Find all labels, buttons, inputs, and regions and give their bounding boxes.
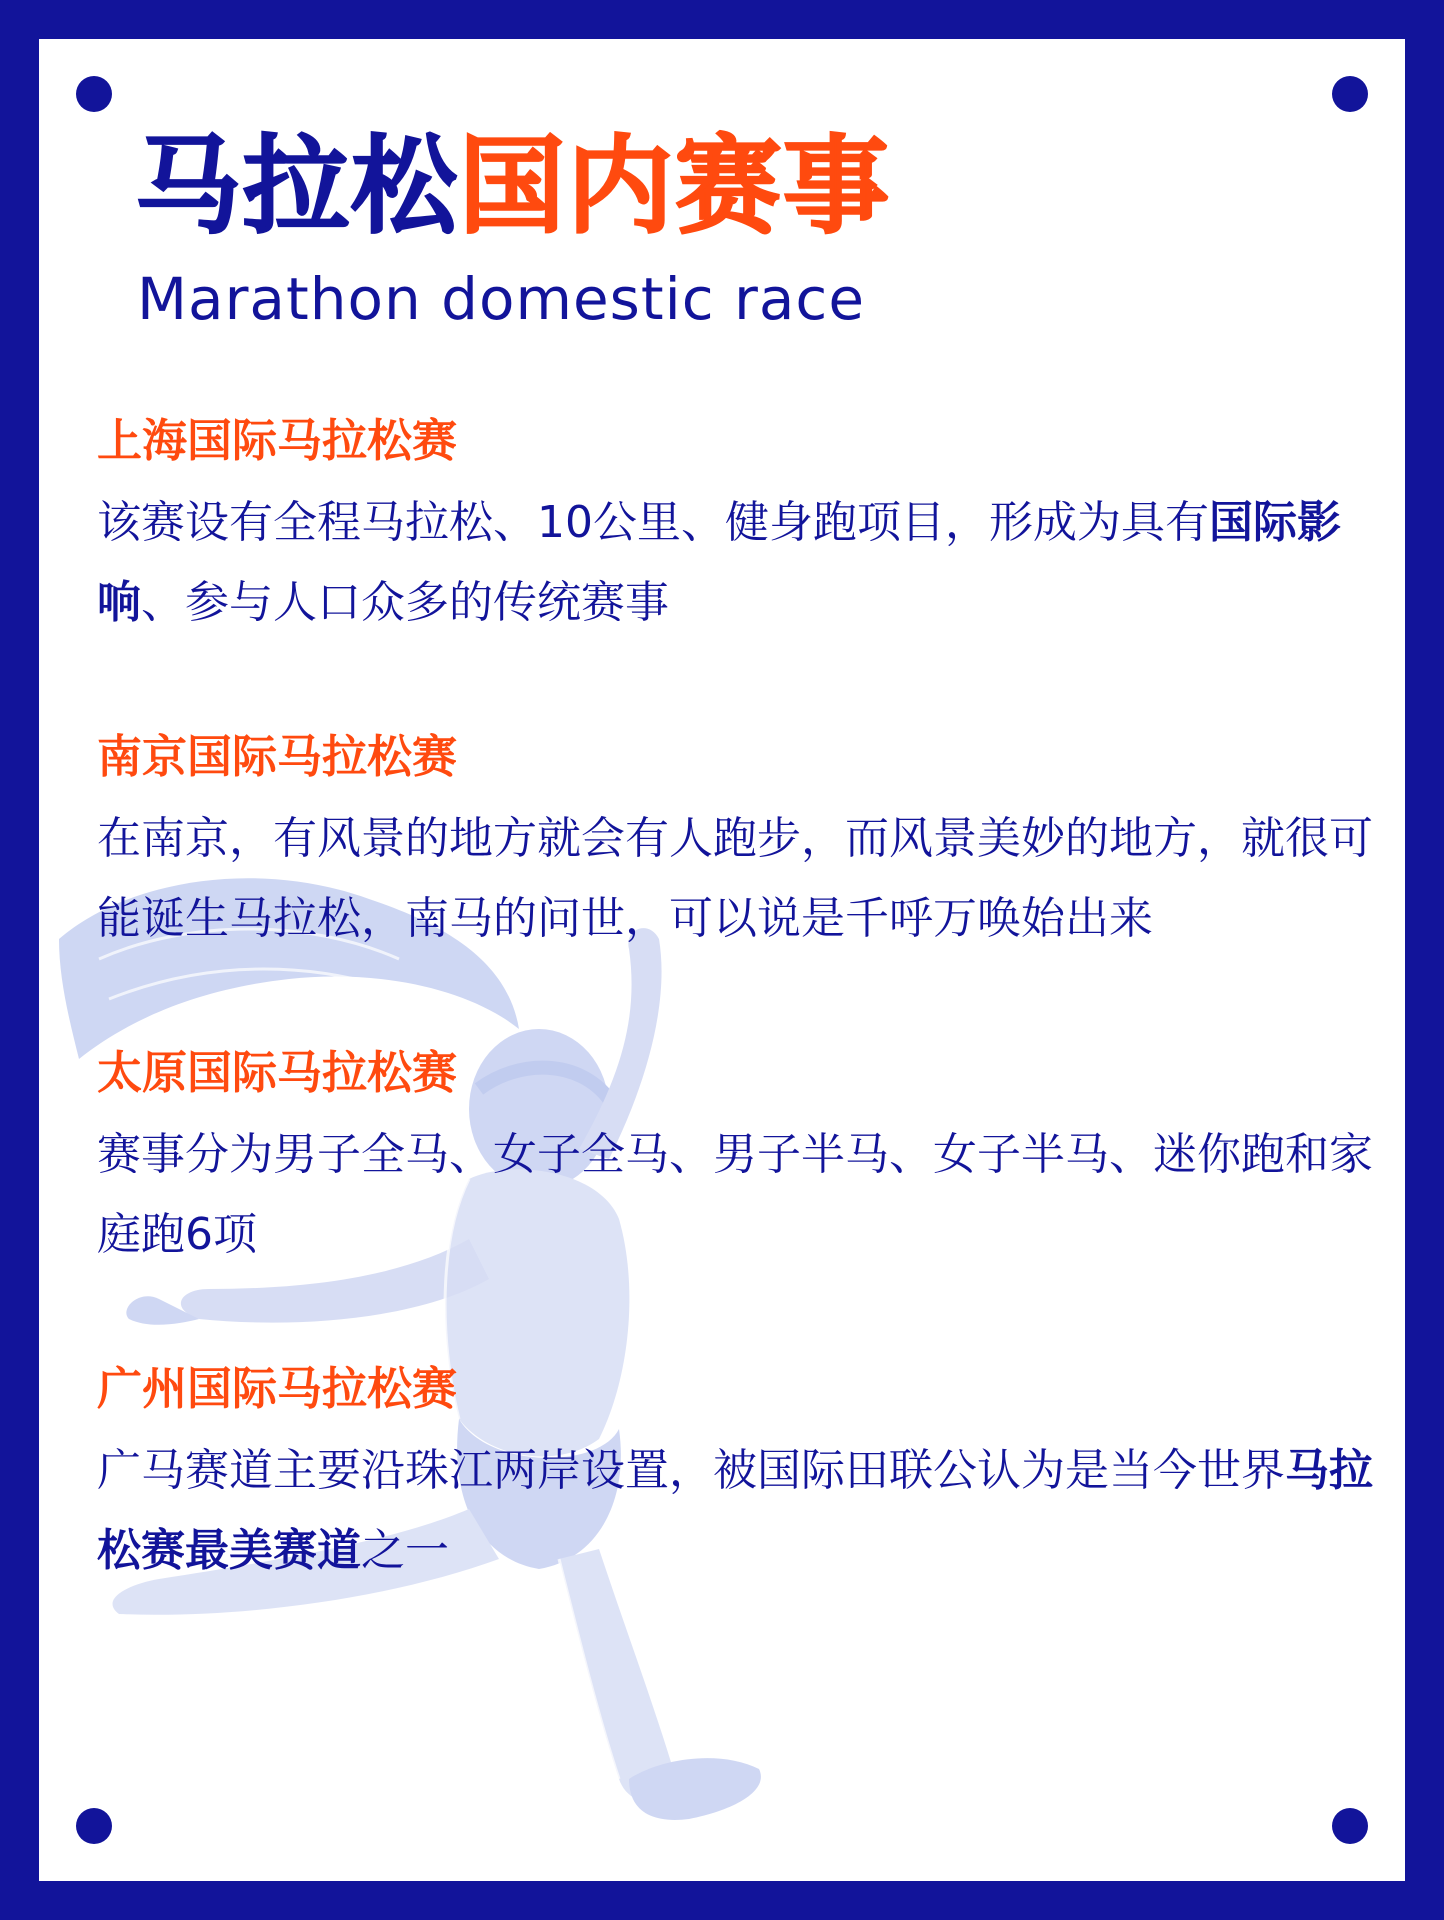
section-taiyuan [97,1037,1397,1275]
page-title [135,125,891,248]
body-text: 在南京，有风景的地方就会有人跑步，而风景美妙的地方，就很可能诞生马拉松，南马的问世，可以说是千呼万唤始出来 [97,813,1373,944]
section-heading: 南京国际马拉松赛 [97,730,458,783]
poster-card [39,39,1405,1881]
section-heading: 上海国际马拉松赛 [97,414,458,467]
section-guangzhou [97,1353,1397,1591]
body-text: 、参与人口众多的传统赛事 [141,577,669,628]
runner-illustration [39,819,799,1881]
body-highlight: 马拉松赛最美赛道 [97,1445,1373,1576]
corner-dot-top-left [76,76,112,112]
section-heading: 太原国际马拉松赛 [97,1046,458,1099]
section-body [97,799,1397,959]
title-part-blue: 马拉松 [135,125,459,248]
page-subtitle: Marathon domestic race [137,265,865,333]
section-heading: 广州国际马拉松赛 [97,1362,458,1415]
body-text: 该赛设有全程马拉松、10公里、健身跑项目，形成为具有 [97,497,1209,548]
body-text: 赛事分为男子全马、女子全马、男子半马、女子半马、迷你跑和家庭跑6项 [97,1129,1373,1260]
body-text: 广马赛道主要沿珠江两岸设置，被国际田联公认为是当今世界 [97,1445,1285,1496]
body-highlight: 国际影响 [97,497,1341,628]
section-body [97,1431,1397,1591]
section-nanjing [97,721,1397,959]
section-shanghai [97,405,1397,643]
section-body [97,483,1397,643]
title-part-orange: 国内赛事 [459,125,891,248]
corner-dot-top-right [1332,76,1368,112]
section-body [97,1115,1397,1275]
corner-dot-bottom-right [1332,1808,1368,1844]
body-text: 之一 [361,1525,449,1576]
